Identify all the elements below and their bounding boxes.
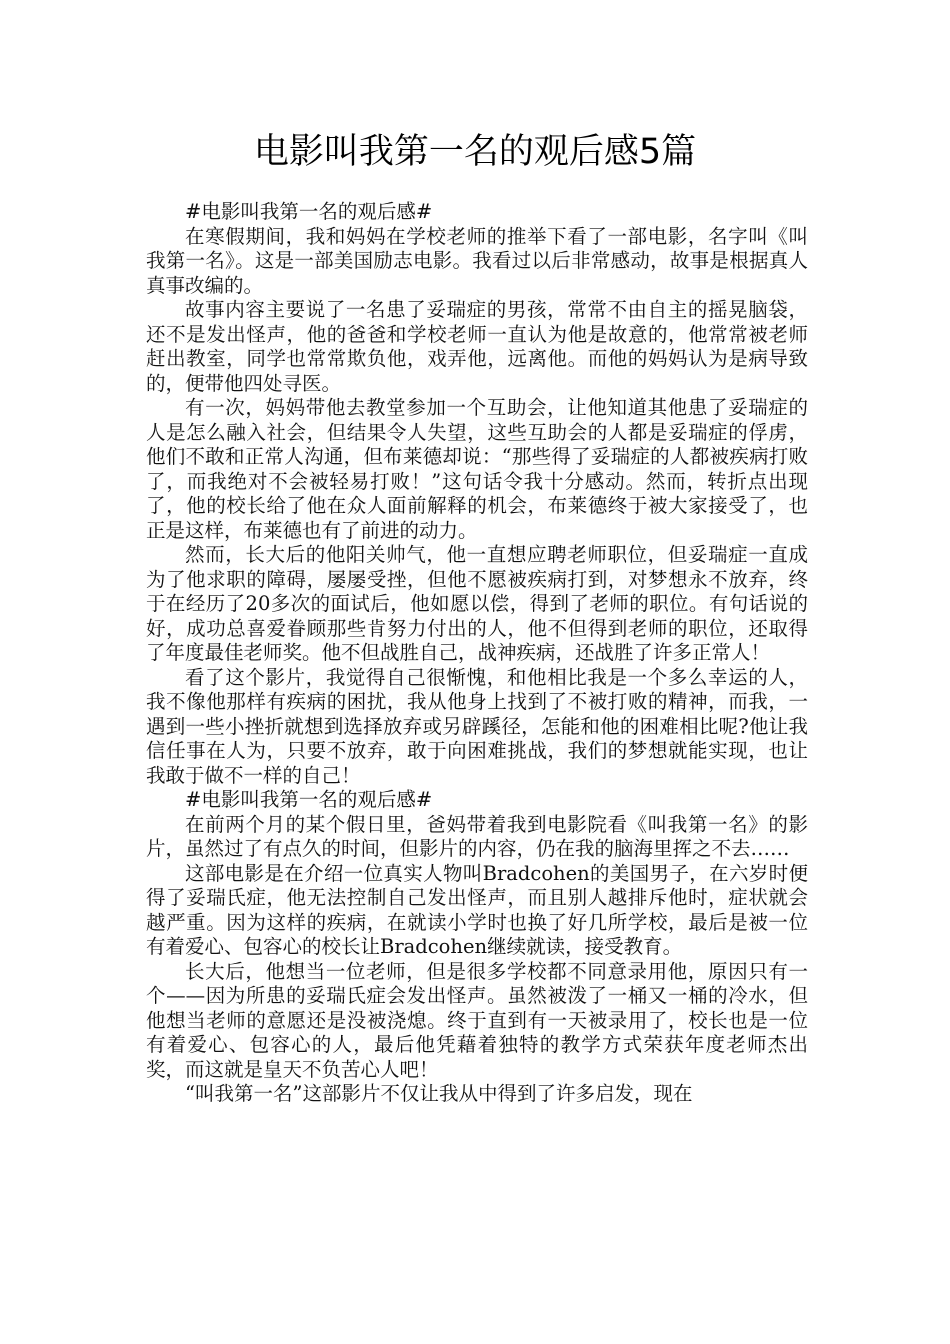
document-title: 电影叫我第一名的观后感5篇 — [253, 132, 697, 172]
paragraph: 在前两个月的某个假日里，爸妈带着我到电影院看《叫我第一名》的影片，虽然过了有点久的时间，但影片的内容，仍在我的脑海里挥之不去…… — [146, 812, 808, 860]
paragraph: 在寒假期间，我和妈妈在学校老师的推举下看了一部电影，名字叫《叫我第一名》。这是一部美国励志电影。我看过以后非常感动，故事是根据真人真事改编的。 — [146, 224, 808, 297]
paragraph: 这部电影是在介绍一位真实人物叫Bradcohen的美国男子，在六岁时便得了妥瑞氏症，他无法控制自己发出怪声，而且别人越排斥他时，症状就会越严重。因为这样的疾病，在就读小学时也换了好几所学校，最后是被一位有着爱心、包容心的校长让Bradcohen继续就读，接受教育。 — [146, 861, 808, 958]
document-body — [146, 200, 808, 1107]
paragraph: “叫我第一名”这部影片不仅让我从中得到了许多启发，现在 — [185, 1082, 693, 1105]
paragraph-section-tag: #电影叫我第一名的观后感# — [185, 200, 433, 223]
paragraph: 然而，长大后的他阳关帅气，他一直想应聘老师职位，但妥瑞症一直成为了他求职的障碍，屡屡受挫，但他不愿被疾病打到，对梦想永不放弃，终于在经历了20多次的面试后，他如愿以偿，得到了老师的职位。有句话说的好，成功总喜爱眷顾那些肯努力付出的人，他不但得到老师的职位，还取得了年度最佳老师奖。他不但战胜自己，战神疾病，还战胜了许多正常人！ — [146, 543, 808, 664]
paragraph: 长大后，他想当一位老师，但是很多学校都不同意录用他，原因只有一个——因为所患的妥瑞氏症会发出怪声。虽然被泼了一桶又一桶的冷水，但他想当老师的意愿还是没被浇熄。终于直到有一天被录用了，校长也是一位有着爱心、包容心的人，最后他凭藉着独特的教学方式荣获年度老师杰出奖，而这就是皇天不负苦心人吧！ — [146, 959, 808, 1081]
paragraph-section-tag: #电影叫我第一名的观后感# — [185, 788, 433, 811]
paragraph: 故事内容主要说了一名患了妥瑞症的男孩，常常不由自主的摇晃脑袋，还不是发出怪声，他的爸爸和学校老师一直认为他是故意的，他常常被老师赶出教室，同学也常常欺负他，戏弄他，远离他。而他的妈妈认为是病导致的，便带他四处寻医。 — [146, 298, 808, 395]
paragraph: 有一次，妈妈带他去教堂参加一个互助会，让他知道其他患了妥瑞症的人是怎么融入社会，但结果令人失望，这些互助会的人都是妥瑞症的俘虏，他们不敢和正常人沟通，但布莱德却说：“那些得了妥瑞症的人都被疾病打败了，而我绝对不会被轻易打败！”这句话令我十分感动。然而，转折点出现了，他的校长给了他在众人面前解释的机会，布莱德终于被大家接受了，也正是这样，布莱德也有了前进的动力。 — [146, 396, 808, 542]
paragraph: 看了这个影片，我觉得自己很惭愧，和他相比我是一个多么幸运的人，我不像他那样有疾病的困扰，我从他身上找到了不被打败的精神，而我，一遇到一些小挫折就想到选择放弃或另辟蹊径，怎能和他的困难相比呢?他让我信任事在人为，只要不放弃，敢于向困难挑战，我们的梦想就能实现，也让我敢于做不一样的自己！ — [146, 665, 808, 787]
